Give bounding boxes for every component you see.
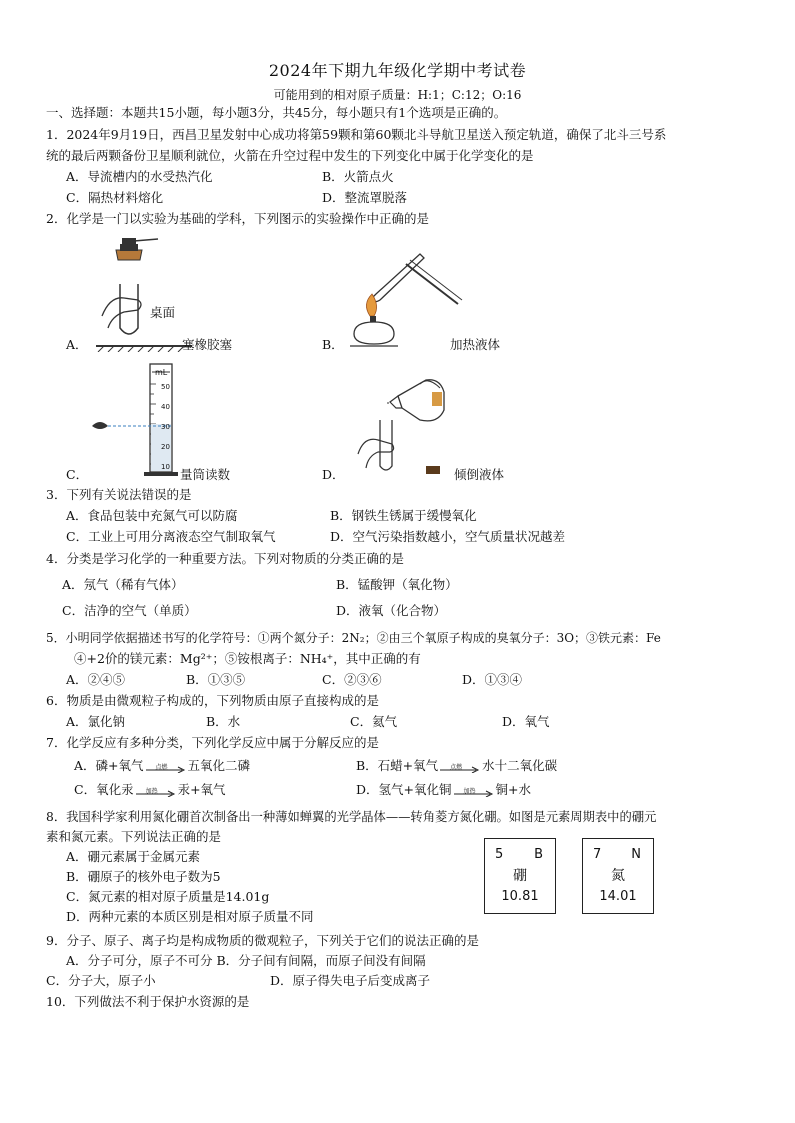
q2-option-a-caption: 塞橡胶塞 — [182, 337, 233, 352]
q9-option-d: D．原子得失电子后变成离子 — [270, 973, 431, 988]
q4-option-c: C．洁净的空气（单质） — [62, 603, 197, 618]
q6-option-d: D．氧气 — [502, 714, 550, 729]
nitrogen-atomic-number: 7 — [593, 847, 602, 862]
element-card-boron — [484, 838, 556, 914]
q9-stem: 9．分子、原子、离子均是构成物质的微观粒子，下列关于它们的说法正确的是 — [46, 933, 479, 948]
boron-mass: 10.81 — [501, 889, 539, 904]
q2-option-b-caption: 加热液体 — [450, 337, 501, 352]
q9-option-ab: A．分子可分，原子不可分 B．分子间有间隔，而原子间没有间隔 — [66, 953, 426, 968]
q5-option-a: A．②④⑤ — [66, 672, 126, 687]
boron-name: 硼 — [513, 868, 527, 884]
cylinder-tick-50: 50 — [161, 383, 170, 391]
boron-symbol: B — [534, 847, 543, 862]
page-title: 2024年下期九年级化学期中考试卷 — [268, 61, 527, 80]
q1-option-d: D．整流罩脱落 — [322, 190, 408, 205]
q4-stem: 4．分类是学习化学的一种重要方法。下列对物质的分类正确的是 — [46, 551, 404, 566]
q7-b-reactants: B．石蜡+氧气 — [356, 758, 439, 773]
q4-option-d: D．液氧（化合物） — [336, 603, 447, 618]
reaction-arrow-icon — [136, 785, 176, 797]
q7-a-condition: 点燃 — [155, 763, 168, 771]
q10-stem: 10．下列做法不利于保护水资源的是 — [46, 994, 250, 1009]
cylinder-tick-10: 10 — [161, 463, 170, 471]
nitrogen-symbol: N — [631, 847, 641, 862]
q7-b-products: 水十二氧化碳 — [482, 758, 558, 773]
cylinder-tick-20: 20 — [161, 443, 170, 451]
reaction-arrow-icon — [440, 761, 480, 773]
q3-stem: 3．下列有关说法错误的是 — [46, 487, 192, 502]
cylinder-tick-labels — [161, 377, 170, 477]
q7-a-reactants: A．磷+氧气 — [74, 758, 144, 773]
nitrogen-name: 氮 — [611, 868, 625, 884]
q7-c-condition: 加热 — [145, 787, 158, 795]
stopper-insertion-figure — [94, 236, 194, 352]
q3-option-d: D．空气污染指数越小，空气质量状况越差 — [330, 529, 566, 544]
nitrogen-mass: 14.01 — [599, 889, 637, 904]
pouring-liquid-figure — [348, 370, 458, 478]
q5-option-d: D．①③④ — [462, 672, 523, 687]
q6-option-a: A．氯化钠 — [66, 714, 126, 729]
cylinder-tick-40: 40 — [161, 403, 170, 411]
q4-option-b: B．锰酸钾（氧化物） — [336, 577, 458, 592]
q8-option-b: B．硼原子的核外电子数为5 — [66, 869, 221, 884]
q8-option-a: A．硼元素属于金属元素 — [66, 849, 201, 864]
boron-atomic-number: 5 — [495, 847, 504, 862]
q7-stem: 7．化学反应有多种分类，下列化学反应中属于分解反应的是 — [46, 735, 379, 750]
q5-option-b: B．①③⑤ — [186, 672, 246, 687]
q2-stem: 2．化学是一门以实验为基础的学科，下列图示的实验操作中正确的是 — [46, 211, 429, 226]
q2-option-c-letter: C． — [66, 467, 89, 482]
page-subtitle: 可能用到的相对原子质量：H:1；C:12；O:16 — [273, 88, 522, 102]
q5-stem-line1: 5．小明同学依据描述书写的化学符号：①两个氮分子：2N₂；②由三个氧原子构成的臭氧分子：3O；③铁元素：Fe — [46, 631, 661, 645]
q7-option-d — [356, 781, 531, 799]
q2-option-d-letter: D． — [322, 467, 345, 482]
q7-option-c — [74, 781, 226, 799]
q1-option-a: A．导流槽内的水受热汽化 — [66, 169, 213, 184]
reaction-arrow-icon — [146, 761, 186, 773]
q1-stem-line2: 统的最后两颗备份卫星顺利就位，火箭在升空过程中发生的下列变化中属于化学变化的是 — [46, 148, 534, 163]
q9-option-c: C．分子大，原子小 — [46, 973, 156, 988]
q7-d-condition: 加热 — [463, 787, 476, 795]
q7-option-a — [74, 757, 250, 775]
element-card-nitrogen — [582, 838, 654, 914]
q7-c-reactants: C．氧化汞 — [74, 782, 134, 797]
q2-option-c-caption: 量筒读数 — [180, 467, 231, 482]
q8-option-c: C．氮元素的相对原子质量是14.01g — [66, 889, 270, 904]
q7-b-condition: 点燃 — [450, 763, 463, 771]
q7-d-reactants: D．氢气+氧化铜 — [356, 782, 452, 797]
q8-option-d: D．两种元素的本质区别是相对原子质量不同 — [66, 909, 314, 924]
q3-option-b: B．钢铁生锈属于缓慢氧化 — [330, 508, 477, 523]
q7-a-products: 五氧化二磷 — [187, 758, 251, 773]
q1-option-c: C．隔热材料熔化 — [66, 190, 164, 205]
graduated-cylinder-figure — [88, 360, 188, 478]
q1-stem-line1: 1．2024年9月19日，西昌卫星发射中心成功将第59颗和第60颗北斗导航卫星送入预定轨道，确保了北斗三号系 — [46, 127, 667, 142]
q8-stem-line1: 8．我国科学家利用氮化硼首次制备出一种薄如蝉翼的光学晶体——转角菱方氮化硼。如图是元素周期表中的硼元 — [46, 810, 657, 824]
q2-option-d-caption: 倾倒液体 — [454, 467, 505, 482]
q2-desk-label: 桌面 — [150, 305, 176, 320]
q7-d-products: 铜+水 — [495, 782, 531, 797]
q5-option-c: C．②③⑥ — [322, 672, 382, 687]
q6-option-c: C．氦气 — [350, 714, 398, 729]
q7-c-products: 汞+氧气 — [177, 782, 226, 797]
q4-option-a: A．氖气（稀有气体） — [62, 577, 184, 592]
q6-option-b: B．水 — [206, 714, 241, 729]
q8-stem-line2: 素和氮元素。下列说法正确的是 — [46, 829, 222, 844]
q7-option-b — [356, 757, 557, 775]
reaction-arrow-icon — [454, 785, 494, 797]
cylinder-unit-label: mL — [155, 368, 168, 377]
q6-stem: 6．物质是由微观粒子构成的，下列物质由原子直接构成的是 — [46, 693, 379, 708]
q3-option-c: C．工业上可用分离液态空气制取氧气 — [66, 529, 276, 544]
cylinder-tick-30: 30 — [161, 423, 170, 431]
section-heading: 一、选择题：本题共15小题，每小题3分，共45分，每小题只有1个选项是正确的。 — [46, 105, 507, 120]
q1-option-b: B．火箭点火 — [322, 169, 394, 184]
q2-option-b-letter: B． — [322, 337, 344, 352]
q2-option-a-letter: A． — [66, 337, 88, 352]
q3-option-a: A．食品包装中充氮气可以防腐 — [66, 508, 238, 523]
q5-stem-line2: ④+2价的镁元素：Mg²⁺；⑤铵根离子：NH₄⁺，其中正确的有 — [74, 651, 421, 666]
